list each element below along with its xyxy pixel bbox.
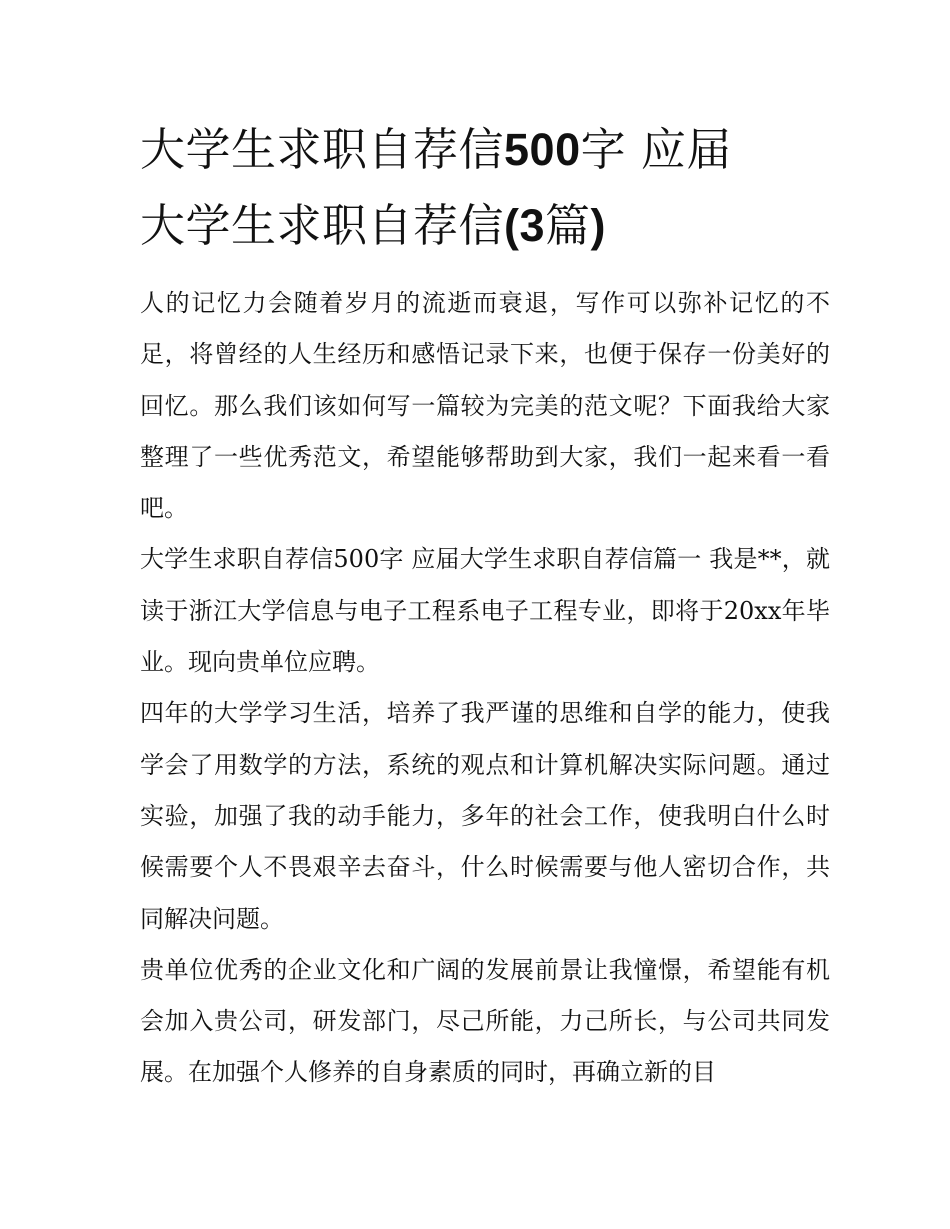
title-line2-number: (3: [504, 200, 546, 251]
paragraph-self-intro: 大学生求职自荐信500字 应届大学生求职自荐信篇一 我是**，就读于浙江大学信息与电子工程系电子工程专业，即将于20xx年毕业。现向贵单位应聘。: [140, 545, 830, 677]
title-line1-number: 500: [504, 124, 581, 175]
title-line2-text-end: 篇: [545, 199, 591, 252]
title-line1-text-end: 字 应届: [580, 123, 732, 176]
paragraph-study-life: 四年的大学学习生活，培养了我严谨的思维和自学的能力，使我学会了用数学的方法，系统的观点和计算机解决实际问题。通过实验，加强了我的动手能力，多年的社会工作，使我明白什么时候需要个人不畏艰辛去奋斗，什么时候需要与他人密切合作，共同解决问题。: [140, 699, 830, 933]
title-line2-paren: ): [590, 200, 607, 251]
paragraph-company-wish: 贵单位优秀的企业文化和广阔的发展前景让我憧憬，希望能有机会加入贵公司，研发部门，尽己所能，力己所长，与公司共同发展。在加强个人修养的自身素质的同时，再确立新的目: [140, 955, 830, 1087]
title-line2-text: 大学生求职自荐信: [140, 199, 505, 252]
title-line1-text: 大学生求职自荐信: [140, 123, 505, 176]
paragraph-intro: 人的记忆力会随着岁月的流逝而衰退，写作可以弥补记忆的不足，将曾经的人生经历和感悟记录下来，也便于保存一份美好的回忆。那么我们该如何写一篇较为完美的范文呢？下面我给大家整理了一些优秀范文，希望能够帮助到大家，我们一起来看一看吧。: [140, 289, 830, 523]
document-title: [140, 112, 830, 264]
document-body: [140, 278, 830, 1099]
